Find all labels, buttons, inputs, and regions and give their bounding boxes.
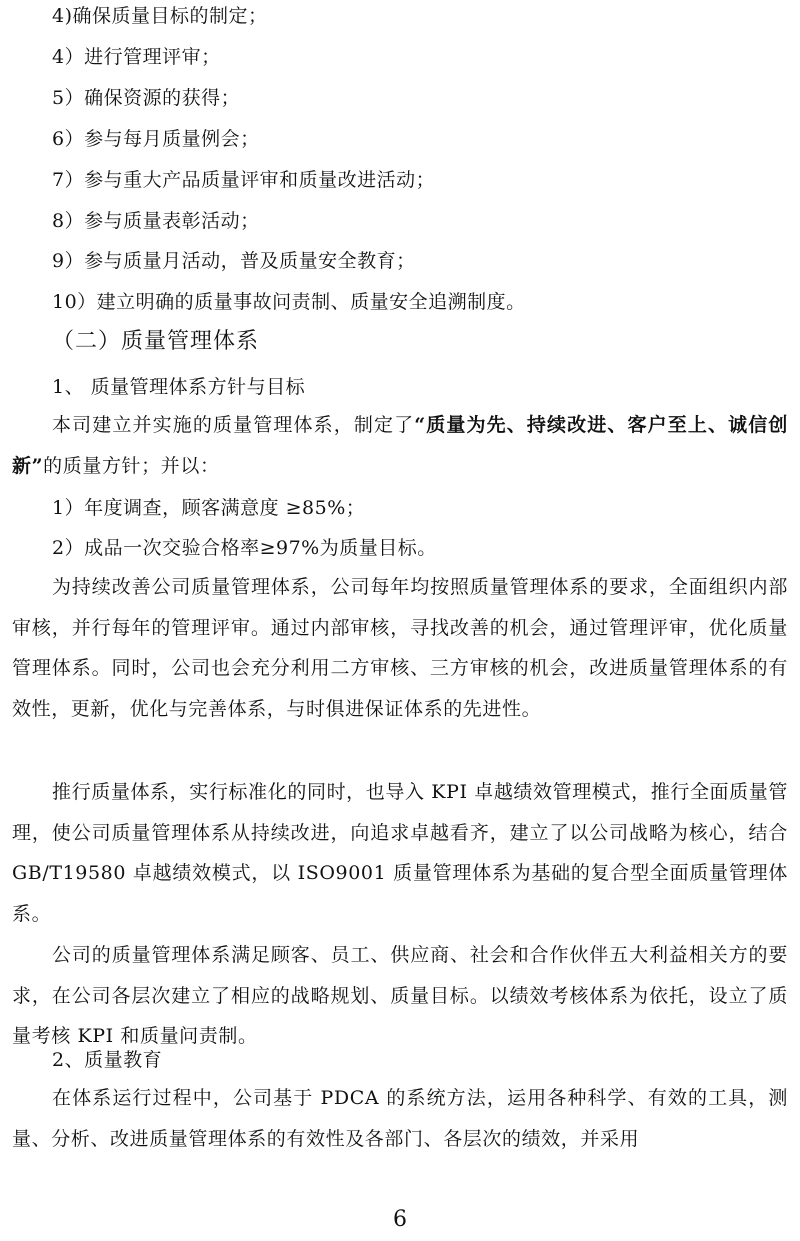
- list-item: 10）建立明确的质量事故问责制、质量安全追溯制度。: [52, 291, 526, 313]
- section-heading: （二）质量管理体系: [52, 329, 260, 354]
- list-item: 5）确保资源的获得；: [52, 87, 241, 109]
- paragraph-audit: 为持续改善公司质量管理体系，公司每年均按照质量管理体系的要求，全面组织内部审核，并行每年的管理评审。通过内部审核，寻找改善的机会，通过管理评审，优化质量管理体系。同时，公司也会充分利用二方审核、三方审核的机会，改进质量管理体系的有效性，更新，优化与完善体系，与时俱进保证体系的先进性。: [12, 576, 788, 720]
- list-item: 7）参与重大产品质量评审和质量改进活动；: [52, 169, 436, 191]
- paragraph-kpi: 推行质量体系，实行标准化的同时，也导入 KPI 卓越绩效管理模式，推行全面质量管理，使公司质量管理体系从持续改进，向追求卓越看齐，建立了以公司战略为核心，结合 GB/T19580 卓越绩效模式，以 ISO9001 质量管理体系为基础的复合型全面质量管理体系。: [12, 781, 788, 925]
- list-item: 4)确保质量目标的制定；: [52, 5, 268, 27]
- paragraph-pdca: 在体系运行过程中，公司基于 PDCA 的系统方法，运用各种科学、有效的工具，测量、分析、改进质量管理体系的有效性及各部门、各层次的绩效，并采用: [12, 1087, 788, 1150]
- page-number: 6: [393, 1207, 407, 1232]
- list-item: 6）参与每月质量例会；: [52, 128, 260, 150]
- policy-paragraph: [12, 405, 788, 486]
- policy-text-pre: 本司建立并实施的质量管理体系，制定了: [52, 414, 415, 436]
- target-item: 1）年度调查，顾客满意度 ≥85%；: [52, 497, 366, 519]
- subheading-policy: 1、 质量管理体系方针与目标: [52, 376, 306, 398]
- list-item: 8）参与质量表彰活动；: [52, 210, 260, 232]
- policy-text-post: 的质量方针；并以：: [43, 454, 220, 477]
- subheading-education: 2、质量教育: [52, 1049, 163, 1071]
- target-item: 2）成品一次交验合格率≥97%为质量目标。: [52, 537, 437, 559]
- list-item: 4）进行管理评审；: [52, 46, 221, 68]
- paragraph-stakeholders: 公司的质量管理体系满足顾客、员工、供应商、社会和合作伙伴五大利益相关方的要求，在公司各层次建立了相应的战略规划、质量目标。以绩效考核体系为依托，设立了质量考核 KPI 和质量问责制。: [12, 944, 788, 1048]
- quality-policy-statement: “质量为先、持续改进、客户至上、诚信创新”: [12, 414, 788, 477]
- list-item: 9）参与质量月活动，普及质量安全教育；: [52, 250, 416, 272]
